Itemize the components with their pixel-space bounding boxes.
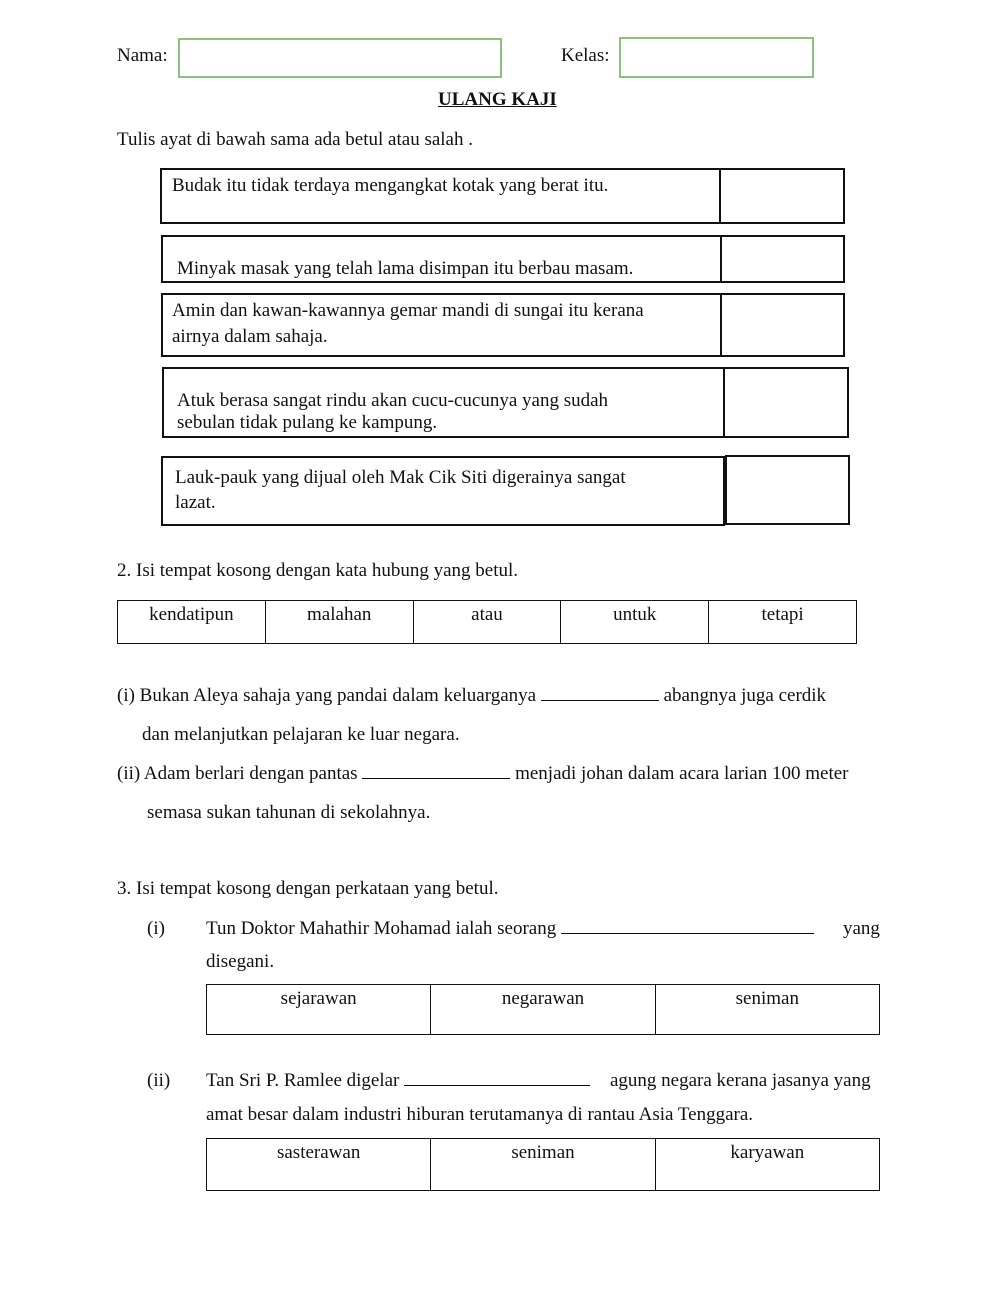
option-cell: seniman xyxy=(655,985,879,1035)
fill-blank[interactable] xyxy=(404,1085,590,1086)
section1-instruction: Tulis ayat di bawah sama ada betul atau salah . xyxy=(117,129,473,150)
option-cell: tetapi xyxy=(709,601,857,644)
answer-box[interactable] xyxy=(720,293,845,357)
nama-input[interactable] xyxy=(178,38,502,78)
option-cell: kendatipun xyxy=(118,601,266,644)
statement-text: Budak itu tidak terdaya mengangkat kotak yang berat itu. xyxy=(172,175,609,196)
question-text: amat besar dalam industri hiburan terutamanya di rantau Asia Tenggara. xyxy=(206,1104,754,1125)
section3-instruction: 3. Isi tempat kosong dengan perkataan yang betul. xyxy=(117,878,499,899)
options-table xyxy=(117,600,857,644)
statement-text: Lauk-pauk yang dijual oleh Mak Cik Siti digerainya sangat xyxy=(175,467,626,488)
question-text: (ii) Adam berlari dengan pantas xyxy=(117,763,358,784)
answer-box[interactable] xyxy=(723,367,849,438)
option-cell: sasterawan xyxy=(207,1139,431,1191)
option-cell: atau xyxy=(413,601,561,644)
question-text: agung negara kerana jasanya yang xyxy=(610,1070,871,1091)
question-line xyxy=(206,919,814,938)
question-text: semasa sukan tahunan di sekolahnya. xyxy=(147,802,431,823)
statement-box xyxy=(162,367,725,438)
statement-text: lazat. xyxy=(175,492,216,513)
statement-text: sebulan tidak pulang ke kampung. xyxy=(177,412,438,433)
answer-box[interactable] xyxy=(720,235,845,283)
option-cell: malahan xyxy=(265,601,413,644)
statement-box xyxy=(161,456,725,526)
fill-blank[interactable] xyxy=(541,700,659,701)
option-cell: untuk xyxy=(561,601,709,644)
question-text: disegani. xyxy=(206,951,275,972)
options-table xyxy=(206,984,880,1035)
option-cell: sejarawan xyxy=(207,985,431,1035)
question-number: (ii) xyxy=(147,1070,171,1091)
kelas-input[interactable] xyxy=(619,37,814,78)
statement-text: airnya dalam sahaja. xyxy=(172,326,328,347)
question-text: abangnya juga cerdik xyxy=(663,685,827,706)
option-cell: karyawan xyxy=(655,1139,879,1191)
question-text: dan melanjutkan pelajaran ke luar negara. xyxy=(142,724,460,745)
options-table xyxy=(206,1138,880,1191)
question-text: yang xyxy=(843,918,880,939)
question-text: Tun Doktor Mahathir Mohamad ialah seorang xyxy=(206,918,557,939)
question-text: Tan Sri P. Ramlee digelar xyxy=(206,1070,400,1091)
option-cell: negarawan xyxy=(431,985,655,1035)
question-line xyxy=(206,1071,590,1090)
option-cell: seniman xyxy=(431,1139,655,1191)
section2-instruction: 2. Isi tempat kosong dengan kata hubung yang betul. xyxy=(117,560,519,581)
answer-box[interactable] xyxy=(719,168,845,224)
statement-text: Amin dan kawan-kawannya gemar mandi di sungai itu kerana xyxy=(172,300,644,321)
page-title: ULANG KAJI xyxy=(438,89,557,110)
statement-box xyxy=(160,168,721,224)
answer-box[interactable] xyxy=(725,455,850,525)
question-line xyxy=(117,686,826,705)
question-text: menjadi johan dalam acara larian 100 meter xyxy=(515,763,849,784)
kelas-label: Kelas: xyxy=(561,45,610,66)
question-text: (i) Bukan Aleya sahaja yang pandai dalam keluarganya xyxy=(117,685,537,706)
fill-blank[interactable] xyxy=(561,933,814,934)
statement-box xyxy=(161,293,722,357)
question-number: (i) xyxy=(147,918,165,939)
statement-text: Atuk berasa sangat rindu akan cucu-cucunya yang sudah xyxy=(177,390,609,411)
nama-label: Nama: xyxy=(117,45,168,66)
fill-blank[interactable] xyxy=(362,778,510,779)
question-line xyxy=(117,764,849,783)
statement-box xyxy=(161,235,722,283)
statement-text: Minyak masak yang telah lama disimpan itu berbau masam. xyxy=(177,258,634,279)
